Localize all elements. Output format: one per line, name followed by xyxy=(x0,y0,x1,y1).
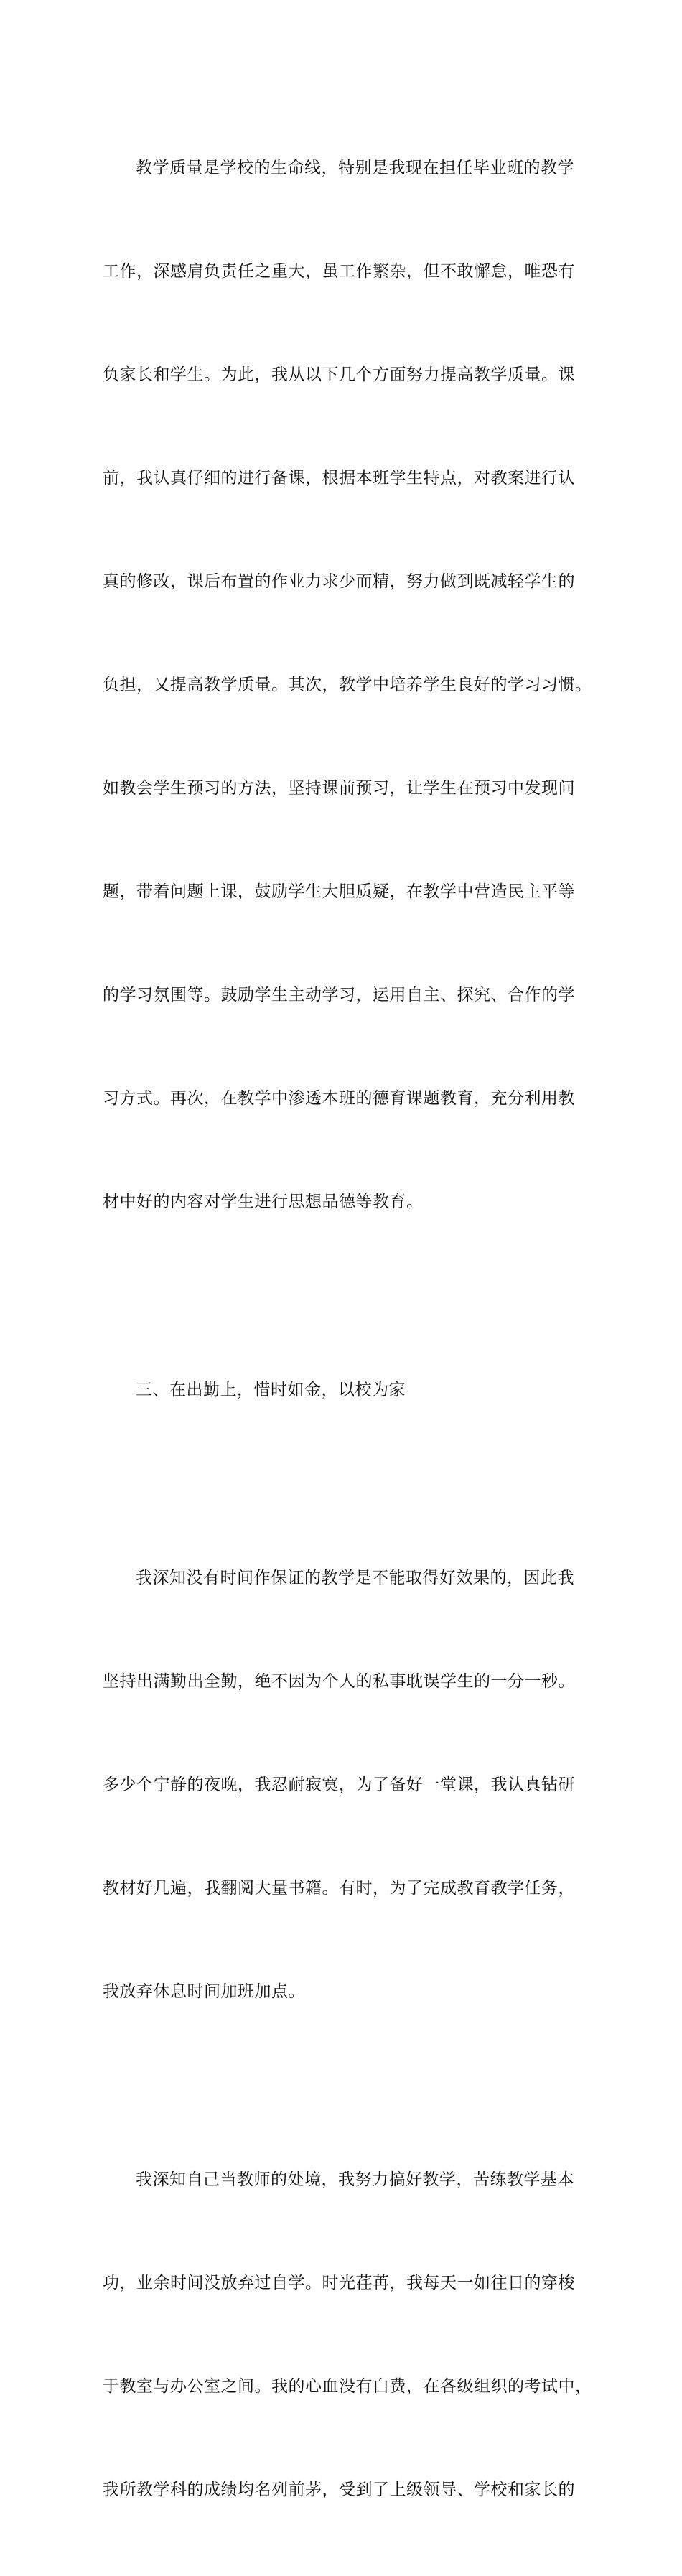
text-line: 前，我认真仔细的进行备课，根据本班学生特点，对教案进行认 xyxy=(103,469,575,487)
text-line: 于教室与办公室之间。我的心血没有白费，在各级组织的考试中， xyxy=(103,2377,592,2396)
text-line: 我放弃休息时间加班加点。 xyxy=(103,1982,305,2001)
text-line: 教学质量是学校的生命线，特别是我现在担任毕业班的教学 xyxy=(136,159,574,177)
text-line: 负担，又提高教学质量。其次，教学中培养学生良好的学习习惯。 xyxy=(103,676,592,694)
text-line: 的学习氛围等。鼓励学生主动学习，运用自主、探究、合作的学 xyxy=(103,986,575,1004)
text-line: 功，业余时间没放弃过自学。时光荏苒，我每天一如往日的穿梭 xyxy=(103,2274,575,2292)
text-line: 我所教学科的成绩均名列前茅，受到了上级领导、学校和家长的 xyxy=(103,2481,575,2499)
paragraph-spacer xyxy=(103,1288,591,1304)
text-line: 习方式。再次，在教学中渗透本班的德育课题教育，充分利用教 xyxy=(103,1089,575,1108)
text-line: 我深知没有时间作保证的教学是不能取得好效果的，因此我 xyxy=(136,1569,574,1587)
paragraph-spacer xyxy=(103,1476,591,1492)
text-line: 坚持出满勤出全勤，绝不因为个人的私事耽误学生的一分一秒。 xyxy=(103,1672,575,1691)
text-line: 多少个宁静的夜晚，我忍耐寂寞，为了备好一堂课，我认真钻研 xyxy=(103,1775,575,1794)
paragraph-self-study xyxy=(103,2094,591,2576)
text-line: 教材好几遍，我翻阅大量书籍。有时，为了完成教育教学任务， xyxy=(103,1879,575,1898)
text-line: 负家长和学生。为此，我从以下几个方面努力提高教学质量。课 xyxy=(103,365,575,384)
text-line: 真的修改，课后布置的作业力求少而精，努力做到既减轻学生的 xyxy=(103,572,575,591)
text-line: 工作，深感肩负责任之重大，虽工作繁杂，但不敢懈怠，唯恐有 xyxy=(103,262,575,281)
document-body xyxy=(103,82,591,2576)
paragraph-attendance xyxy=(103,1492,591,2078)
paragraph-teaching-quality xyxy=(103,82,591,1288)
section-heading-attendance xyxy=(103,1304,591,1476)
text-line: 题，带着问题上课，鼓励学生大胆质疑，在教学中营造民主平等 xyxy=(103,882,575,901)
paragraph-spacer xyxy=(103,2078,591,2094)
text-line: 如教会学生预习的方法，坚持课前预习，让学生在预习中发现问 xyxy=(103,779,575,798)
text-line: 材中好的内容对学生进行思想品德等教育。 xyxy=(103,1193,424,1211)
text-line: 我深知自己当教师的处境，我努力搞好教学，苦练教学基本 xyxy=(136,2170,574,2189)
heading-line: 三、在出勤上，惜时如金，以校为家 xyxy=(136,1381,406,1399)
